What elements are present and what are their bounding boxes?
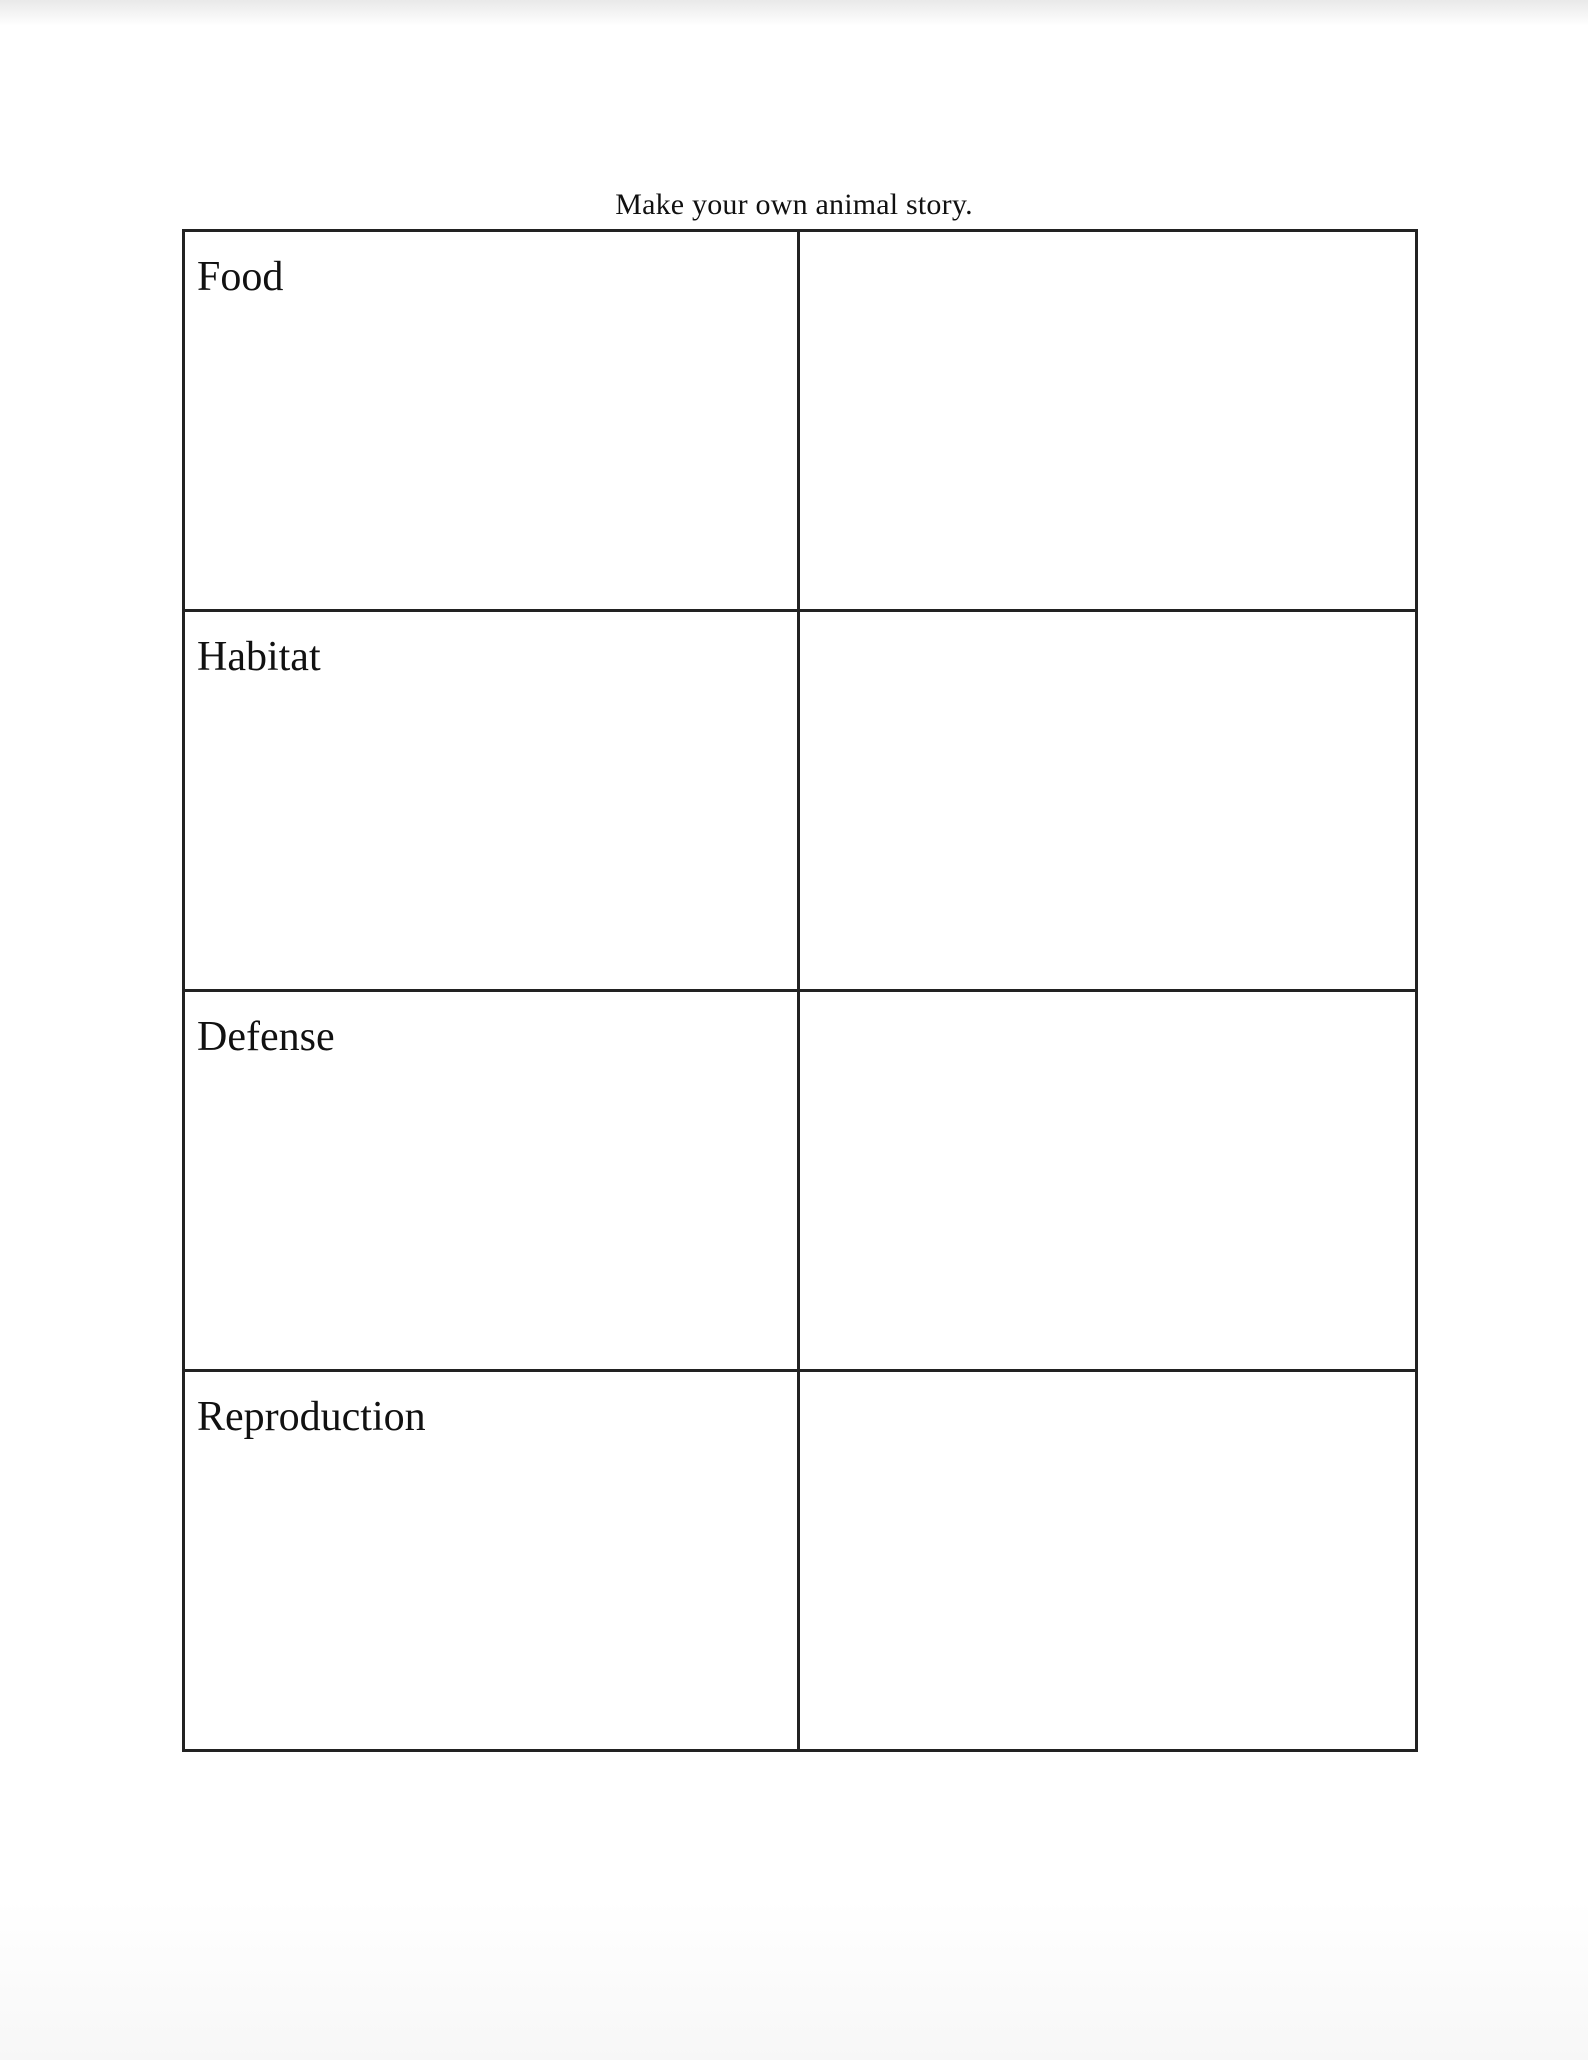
response-cell-habitat[interactable] <box>799 611 1417 991</box>
table-row <box>184 231 1417 611</box>
row-label-reproduction: Reproduction <box>197 1394 426 1440</box>
table-row <box>184 611 1417 991</box>
row-label-food: Food <box>197 254 284 300</box>
response-cell-defense[interactable] <box>799 991 1417 1371</box>
label-cell <box>184 991 799 1371</box>
response-cell-food[interactable] <box>799 231 1417 611</box>
table-row <box>184 1371 1417 1751</box>
table-row <box>184 991 1417 1371</box>
row-label-habitat: Habitat <box>197 634 321 680</box>
label-cell <box>184 231 799 611</box>
page-title: Make your own animal story. <box>615 188 973 221</box>
worksheet-table <box>182 229 1418 1752</box>
page-bottom-shadow <box>0 1900 1588 2060</box>
label-cell <box>184 1371 799 1751</box>
label-cell <box>184 611 799 991</box>
row-label-defense: Defense <box>197 1014 335 1060</box>
response-cell-reproduction[interactable] <box>799 1371 1417 1751</box>
page-top-shadow <box>0 0 1588 26</box>
